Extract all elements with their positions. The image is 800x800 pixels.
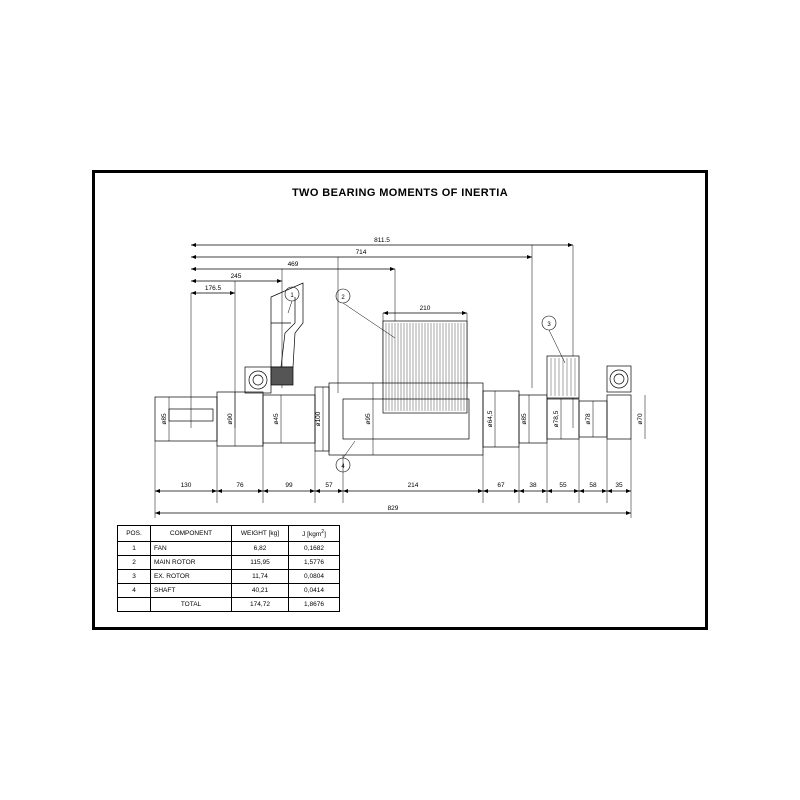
dim-811-5: 811.5 [374,237,390,244]
row-pos: 4 [118,584,151,598]
dim-714: 714 [355,249,367,256]
header-inertia-prefix: J [kgm [302,531,322,539]
total-inertia: 1,8676 [289,598,340,612]
dim-38: 38 [529,482,537,489]
row-component: SHAFT [151,584,232,598]
total-empty [118,598,151,612]
dia-78: ø78 [585,413,592,425]
row-pos: 2 [118,556,151,570]
header-inertia [289,526,340,542]
dim-130: 130 [180,482,192,489]
dia-90: ø90 [227,413,234,425]
table-row [118,570,340,584]
row-component: FAN [151,542,232,556]
total-weight: 174,72 [232,598,289,612]
dim-67: 67 [497,482,505,489]
balloon-1: 1 [290,293,294,299]
header-pos: POS. [118,526,151,542]
dia-78-5: ø78,5 [553,410,560,428]
total-label: TOTAL [151,598,232,612]
dim-57: 57 [325,482,333,489]
dia-45: ø45 [273,413,280,425]
dim-469: 469 [287,261,299,268]
drawing-sheet [92,170,708,630]
header-inertia-suffix: ] [324,531,326,539]
row-inertia: 0,0414 [289,584,340,598]
dim-55: 55 [559,482,567,489]
table-total-row [118,598,340,612]
table-row [118,542,340,556]
row-pos: 3 [118,570,151,584]
inertia-table [117,525,340,612]
row-component: MAIN ROTOR [151,556,232,570]
dim-829: 829 [387,505,399,512]
header-weight: WEIGHT [kg] [232,526,289,542]
row-inertia: 1,5776 [289,556,340,570]
row-inertia: 0,1682 [289,542,340,556]
page-title: TWO BEARING MOMENTS OF INERTIA [291,187,509,199]
dim-245: 245 [230,273,242,280]
dia-95: ø95 [365,413,372,425]
dim-210: 210 [419,305,431,312]
row-weight: 6,82 [232,542,289,556]
header-component: COMPONENT [151,526,232,542]
balloon-2: 2 [341,295,345,301]
dia-85-left: ø85 [161,413,168,425]
dia-64-5: ø64,5 [487,410,494,428]
dia-85-right: ø85 [521,413,528,425]
dia-70: ø70 [637,413,644,425]
dim-176-5: 176.5 [204,285,222,292]
row-component: EX. ROTOR [151,570,232,584]
dim-214: 214 [407,482,419,489]
row-weight: 11,74 [232,570,289,584]
table-row [118,584,340,598]
header-inertia-exponent: 2 [321,529,325,535]
row-inertia: 0,0804 [289,570,340,584]
dim-99: 99 [285,482,293,489]
balloon-4: 4 [341,464,345,470]
dim-76: 76 [236,482,244,489]
dim-35: 35 [615,482,623,489]
balloon-3: 3 [547,322,551,328]
table-header-row [118,526,340,542]
dia-100: ø100 [315,411,322,427]
dim-58: 58 [589,482,597,489]
row-weight: 40,21 [232,584,289,598]
table-row [118,556,340,570]
row-weight: 115,95 [232,556,289,570]
row-pos: 1 [118,542,151,556]
